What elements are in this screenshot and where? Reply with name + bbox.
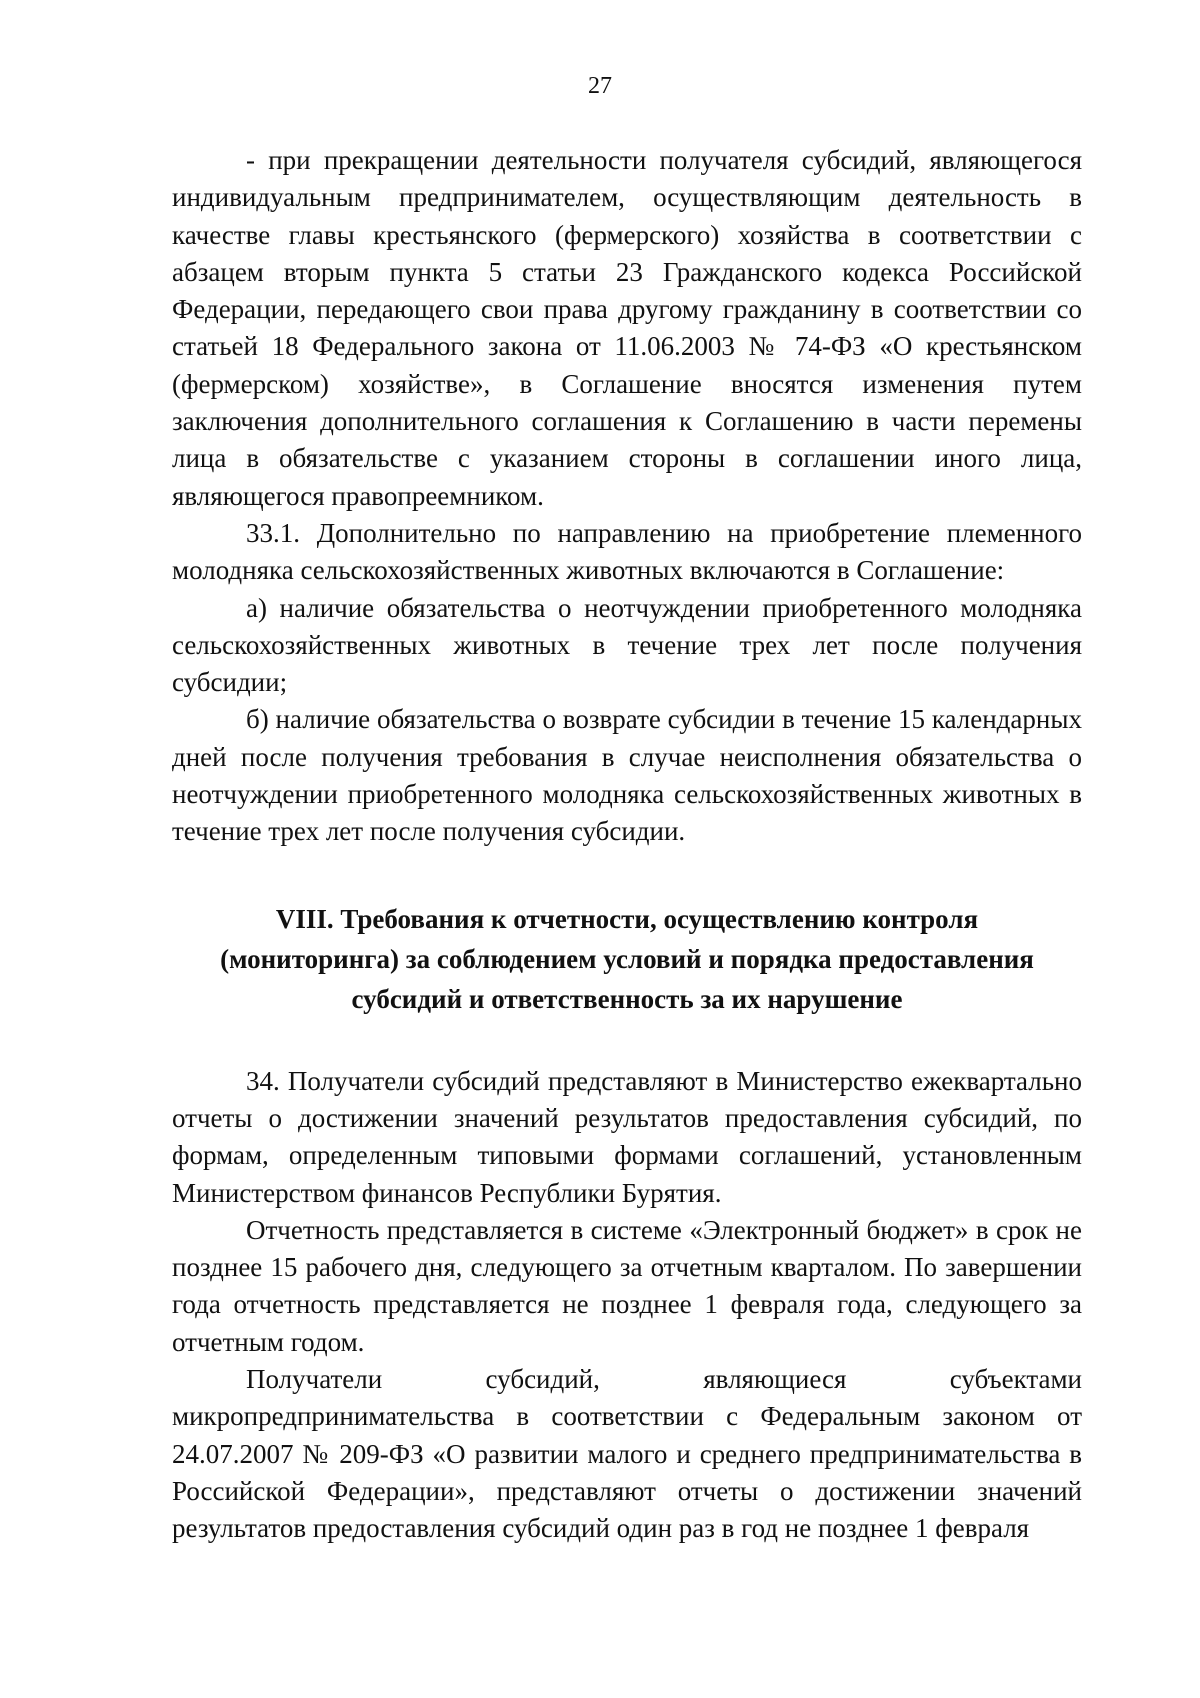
paragraph-reporting-deadline: Отчетность представляется в системе «Электронный бюджет» в срок не позднее 15 рабочего дня, следующего за отчетным кварталом. По завершении года отчетность представляется не позднее 1 февраля года, следующего за отчетным годом. (172, 1214, 1082, 1357)
document-body (172, 142, 1082, 1548)
paragraph-33-1-a: а) наличие обязательства о неотчуждении приобретенного молодняка сельскохозяйственных животных в течение трех лет после получения субсидии; (172, 592, 1082, 698)
paragraph-33-1: 33.1. Дополнительно по направлению на приобретение племенного молодняка сельскохозяйственных животных включаются в Соглашение: (172, 517, 1082, 586)
paragraph-34: 34. Получатели субсидий представляют в Министерство ежеквартально отчеты о достижении значений результатов предоставления субсидий, по формам, определенным типовыми формами соглашений, установленным Министерством финансов Республики Бурятия. (172, 1065, 1082, 1208)
section-heading (172, 899, 1082, 1019)
page-number: 27 (588, 73, 612, 99)
section-heading-line-3: субсидий и ответственность за их нарушение (351, 983, 903, 1014)
section-heading-line-1: VIII. Требования к отчетности, осуществлению контроля (275, 903, 979, 934)
paragraph-termination-clause: - при прекращении деятельности получателя субсидий, являющегося индивидуальным предпринимателем, осуществляющим деятельность в качестве главы крестьянского (фермерского) хозяйства в соответствии с абзацем вторым пункта 5 статьи 23 Гражданского кодекса Российской Федерации, передающего свои права другому гражданину в соответствии со статьей 18 Федерального закона от 11.06.2003 № 74-ФЗ «О крестьянском (фермерском) хозяйстве», в Соглашение вносятся изменения путем заключения дополнительного соглашения к Соглашению в части перемены лица в обязательстве с указанием стороны в соглашении иного лица, являющегося правопреемником. (172, 145, 1082, 511)
paragraph-33-1-b: б) наличие обязательства о возврате субсидии в течение 15 календарных дней после получения требования в случае неисполнения обязательства о неотчуждении приобретенного молодняка сельскохозяйственных животных в течение трех лет после получения субсидии. (172, 704, 1082, 847)
section-heading-line-2: (мониторинга) за соблюдением условий и порядка предоставления (220, 943, 1034, 974)
paragraph-micro-enterprise: Получатели субсидий, являющиеся субъектами микропредпринимательства в соответствии с Федеральным законом от 24.07.2007 № 209-ФЗ «О развитии малого и среднего предпринимательства в Российской Федерации», представляют отчеты о достижении значений результатов предоставления субсидий один раз в год не позднее 1 февраля (172, 1364, 1082, 1544)
